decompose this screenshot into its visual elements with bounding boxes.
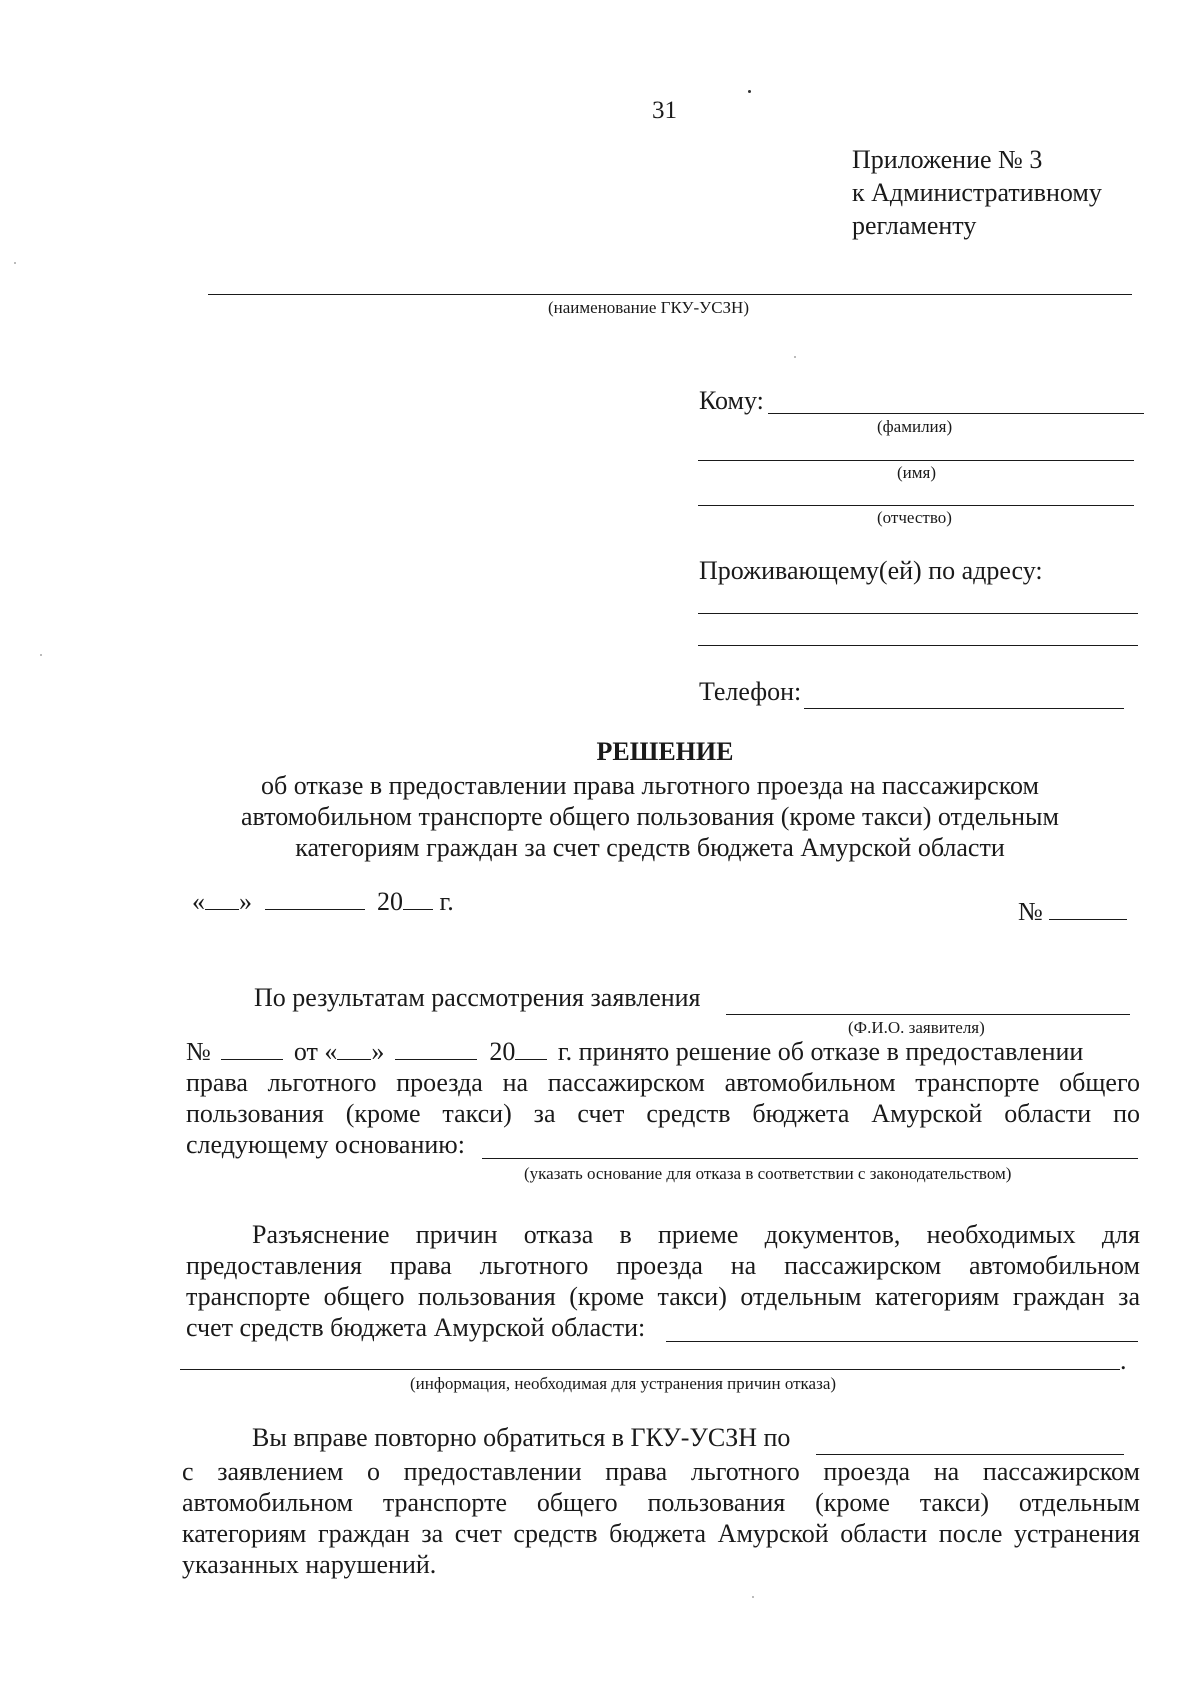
paragraph-3-body — [182, 1456, 1140, 1580]
refusal-explanation-field-1[interactable] — [666, 1341, 1138, 1342]
scan-speck — [748, 90, 751, 93]
explanation-trailing-dot: . — [1120, 1346, 1127, 1375]
application-decision-text: г. принято решение об отказе в предоставлении — [557, 1037, 1084, 1066]
date-year-field[interactable] — [403, 887, 433, 910]
name-field[interactable] — [698, 460, 1134, 461]
org-name-field[interactable] — [208, 294, 1132, 295]
paragraph-3-lead — [252, 1423, 790, 1453]
applicant-name-field[interactable] — [726, 1014, 1130, 1015]
application-ref-line — [186, 1037, 1083, 1067]
application-month-field[interactable] — [395, 1037, 477, 1060]
name-caption: (имя) — [897, 463, 936, 482]
paragraph-3-line-5: указанных нарушений. — [182, 1550, 437, 1579]
appendix-line-2: к Административному — [852, 178, 1102, 207]
page-number: 31 — [652, 97, 677, 124]
paragraph-3-line-2: с заявлением о предоставлении права льготного проезда на пассажирском — [182, 1457, 1140, 1486]
refusal-explanation-field-2[interactable] — [180, 1369, 1120, 1370]
org-name-caption: (наименование ГКУ-УСЗН) — [548, 298, 749, 317]
appendix-line-3: регламенту — [852, 211, 977, 240]
paragraph-2-line-1: Разъяснение причин отказа в приеме документов, необходимых для — [252, 1220, 1140, 1249]
address-field-2[interactable] — [698, 645, 1138, 646]
paragraph-2-line-4: счет средств бюджета Амурской области: — [186, 1313, 646, 1342]
date-year-suffix: г. — [439, 887, 454, 916]
date-open-quote: « — [192, 887, 205, 916]
surname-caption: (фамилия) — [877, 417, 953, 436]
decision-number-field[interactable] — [1049, 897, 1127, 920]
application-number-field[interactable] — [221, 1037, 283, 1060]
applicant-caption: (Ф.И.О. заявителя) — [848, 1018, 985, 1037]
date-month-field[interactable] — [265, 887, 365, 910]
decision-subtitle-line-3: категориям граждан за счет средств бюджета Амурской области — [295, 833, 1005, 862]
scan-speck — [14, 262, 16, 264]
paragraph-1-line-5: следующему основанию: — [186, 1130, 465, 1159]
decision-subtitle — [180, 770, 1120, 863]
refusal-explanation-caption: (информация, необходимая для устранения причин отказа) — [410, 1374, 837, 1393]
to-label: Кому: — [699, 386, 764, 415]
application-number-sign: № — [186, 1037, 211, 1066]
phone-field[interactable] — [804, 708, 1124, 709]
date-close-quote: » — [239, 887, 252, 916]
application-day-field[interactable] — [337, 1037, 371, 1060]
paragraph-1-body — [186, 1067, 1140, 1160]
patronymic-caption: (отчество) — [877, 508, 952, 527]
paragraph-3-line-1: Вы вправе повторно обратиться в ГКУ-УСЗН по — [252, 1423, 791, 1452]
appendix-header — [852, 143, 1102, 242]
address-label: Проживающему(ей) по адресу: — [699, 556, 1043, 585]
decision-date — [192, 887, 454, 917]
paragraph-1-line-4: пользования (кроме такси) за счет средств бюджета Амурской области по — [186, 1099, 1140, 1128]
decision-title: РЕШЕНИЕ — [596, 737, 734, 766]
paragraph-1-lead-text: По результатам рассмотрения заявления — [254, 983, 701, 1012]
refusal-basis-field[interactable] — [482, 1158, 1138, 1159]
application-year-field[interactable] — [515, 1037, 547, 1060]
appendix-line-1: Приложение № 3 — [852, 145, 1043, 174]
number-sign: № — [1018, 897, 1043, 926]
scan-speck — [752, 1596, 754, 1598]
surname-field[interactable] — [768, 413, 1144, 414]
application-close-quote: » — [371, 1037, 385, 1066]
decision-number — [1018, 897, 1127, 927]
paragraph-1-line-3: права льготного проезда на пассажирском автомобильном транспорте общего — [186, 1068, 1140, 1097]
date-year-prefix: 20 — [377, 887, 403, 916]
reapply-deadline-field[interactable] — [816, 1454, 1124, 1455]
paragraph-3-line-4: категориям граждан за счет средств бюджета Амурской области после устранения — [182, 1519, 1140, 1548]
paragraph-2-body — [186, 1219, 1140, 1343]
paragraph-3-line-3: автомобильном транспорте общего пользования (кроме такси) отдельным — [182, 1488, 1140, 1517]
paragraph-2-line-3: транспорте общего пользования (кроме такси) отдельным категориям граждан за — [186, 1282, 1140, 1311]
scan-speck — [40, 654, 42, 656]
application-from: от « — [293, 1037, 338, 1066]
application-year-prefix: 20 — [489, 1037, 516, 1066]
paragraph-1-lead — [254, 983, 701, 1013]
paragraph-2-line-2: предоставления права льготного проезда на пассажирском автомобильном — [186, 1251, 1140, 1280]
phone-label: Телефон: — [699, 677, 802, 706]
date-day-field[interactable] — [205, 887, 239, 910]
patronymic-field[interactable] — [698, 505, 1134, 506]
scan-speck — [794, 356, 796, 358]
address-field-1[interactable] — [698, 613, 1138, 614]
refusal-basis-caption: (указать основание для отказа в соответствии с законодательством) — [524, 1164, 1012, 1183]
decision-subtitle-line-1: об отказе в предоставлении права льготного проезда на пассажирском — [261, 771, 1039, 800]
decision-subtitle-line-2: автомобильном транспорте общего пользования (кроме такси) отдельным — [241, 802, 1059, 831]
